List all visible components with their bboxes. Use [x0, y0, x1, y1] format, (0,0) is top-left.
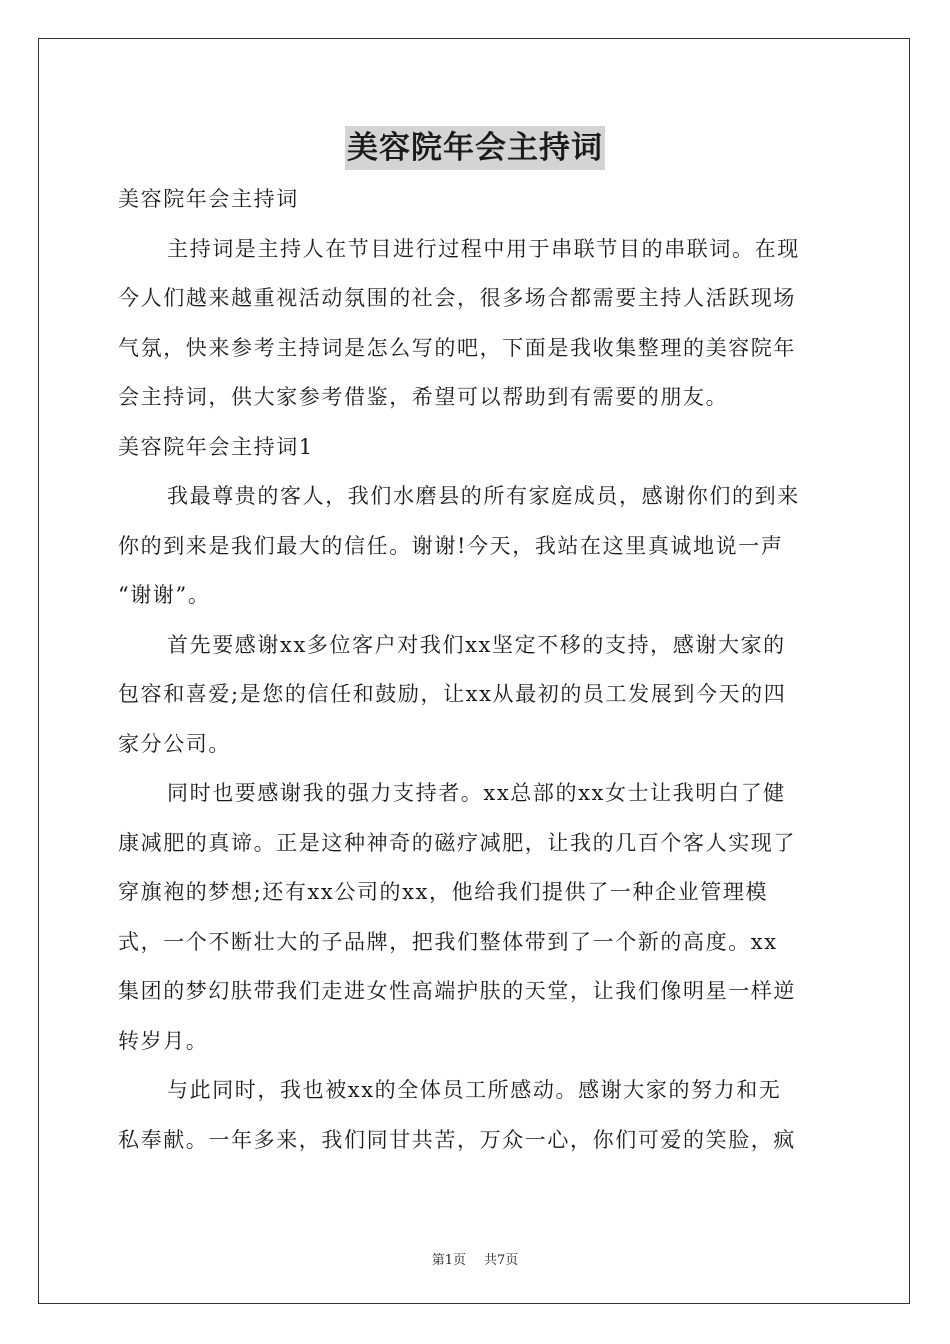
document-body	[118, 180, 834, 1170]
body-line: 气氛，快来参考主持词是怎么写的吧，下面是我收集整理的美容院年	[118, 335, 796, 360]
body-line: 首先要感谢xx多位客户对我们xx坚定不移的支持，感谢大家的	[167, 632, 786, 657]
title-container	[0, 126, 950, 170]
body-line: 美容院年会主持词	[118, 187, 299, 211]
body-line: 你的到来是我们最大的信任。谢谢!今天，我站在这里真诚地说一声	[118, 533, 784, 558]
body-line: 会主持词，供大家参考借鉴，希望可以帮助到有需要的朋友。	[118, 385, 729, 409]
body-line: 美容院年会主持词1	[118, 434, 314, 459]
body-line: 转岁月。	[118, 1028, 209, 1053]
body-line: 今人们越来越重视活动氛围的社会，很多场合都需要主持人活跃现场	[118, 286, 796, 310]
body-line: 与此同时，我也被xx的全体员工所感动。感谢大家的努力和无	[167, 1078, 782, 1102]
page-footer	[0, 1249, 950, 1268]
document-title: 美容院年会主持词	[345, 126, 605, 170]
body-line: 式，一个不断壮大的子品牌，把我们整体带到了一个新的高度。xx	[118, 929, 778, 954]
body-line: 家分公司。	[118, 731, 231, 756]
body-line: 我最尊贵的客人，我们水磨县的所有家庭成员，感谢你们的到来	[167, 484, 800, 508]
body-line: 穿旗袍的梦想;还有xx公司的xx，他给我们提供了一种企业管理模	[118, 880, 769, 904]
body-line: 主持词是主持人在节目进行过程中用于串联节目的串联词。在现	[167, 236, 800, 261]
body-line: 包容和喜爱;是您的信任和鼓励，让xx从最初的员工发展到今天的四	[118, 682, 787, 706]
body-line: 私奉献。一年多来，我们同甘共苦，万众一心，你们可爱的笑脸，疯	[118, 1127, 796, 1152]
page-number: 第1页	[431, 1253, 466, 1268]
body-line: 康减肥的真谛。正是这种神奇的磁疗减肥，让我的几百个客人实现了	[118, 830, 796, 855]
page-total: 共7页	[484, 1253, 519, 1268]
body-line: “谢谢”。	[118, 583, 211, 607]
body-line: 集团的梦幻肤带我们走进女性高端护肤的天堂，让我们像明星一样逆	[118, 979, 796, 1003]
body-line: 同时也要感谢我的强力支持者。xx总部的xx女士让我明白了健	[167, 781, 786, 805]
